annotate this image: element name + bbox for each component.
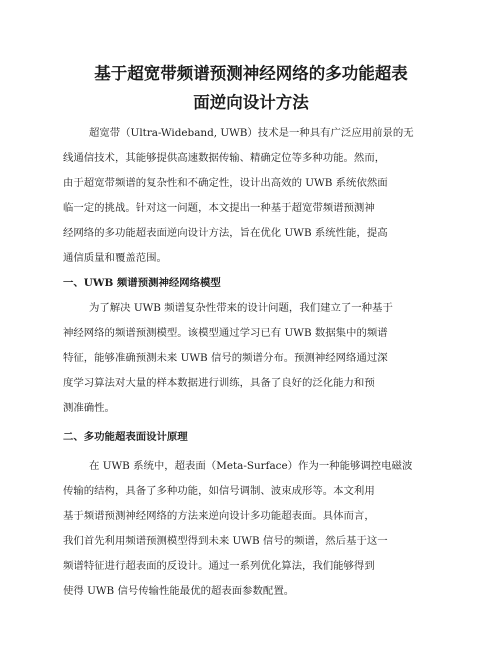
paragraph-line: 由于超宽带频谱的复杂性和不确定性，设计出高效的 UWB 系统依然面 — [63, 177, 388, 189]
paragraph-line: 经网络的多功能超表面逆向设计方法，旨在优化 UWB 系统性能，提高 — [63, 227, 388, 239]
paragraph-line: 传输的结构，具备了多种功能，如信号调制、波束成形等。本文利用 — [63, 485, 375, 497]
paragraph-line: 临一定的挑战。针对这一问题，本文提出一种基于超宽带频谱预测神 — [63, 202, 375, 214]
paragraph-line: 使得 UWB 信号传输性能最优的超表面参数配置。 — [63, 585, 295, 597]
paragraph-line: 线通信技术，其能够提供高速数据传输、精确定位等多种功能。然而， — [63, 152, 386, 164]
paragraph-line: 基于频谱预测神经网络的方法来逆向设计多功能超表面。具体而言， — [63, 510, 375, 522]
document-title-line-2: 面逆向设计方法 — [193, 93, 309, 112]
paragraph-line: 我们首先利用频谱预测模型得到未来 UWB 信号的频谱，然后基于这一 — [63, 535, 388, 547]
section-heading-2: 二、多功能超表面设计原理 — [63, 431, 188, 443]
paragraph-line: 在 UWB 系统中，超表面（Meta-Surface）作为一种能够调控电磁波 — [89, 460, 413, 472]
section-heading-1: 一、UWB 频谱预测神经网络模型 — [63, 277, 221, 289]
paragraph-line: 通信质量和覆盖范围。 — [63, 252, 167, 264]
document-title-line-1: 基于超宽带频谱预测神经网络的多功能超表 — [94, 64, 408, 83]
paragraph-line: 频谱特征进行超表面的反设计。通过一系列优化算法，我们能够得到 — [63, 560, 375, 572]
paragraph-line: 超宽带（Ultra-Wideband, UWB）技术是一种具有广泛应用前景的无 — [89, 127, 414, 139]
paragraph-line: 测准确性。 — [63, 402, 115, 414]
paragraph-line: 为了解决 UWB 频谱复杂性带来的设计问题，我们建立了一种基于 — [89, 302, 393, 314]
paragraph-line: 神经网络的频谱预测模型。该模型通过学习已有 UWB 数据集中的频谱 — [63, 327, 388, 339]
paragraph-line: 度学习算法对大量的样本数据进行训练，具备了良好的泛化能力和预 — [63, 377, 375, 389]
paragraph-line: 特征，能够准确预测未来 UWB 信号的频谱分布。预测神经网络通过深 — [63, 352, 388, 364]
